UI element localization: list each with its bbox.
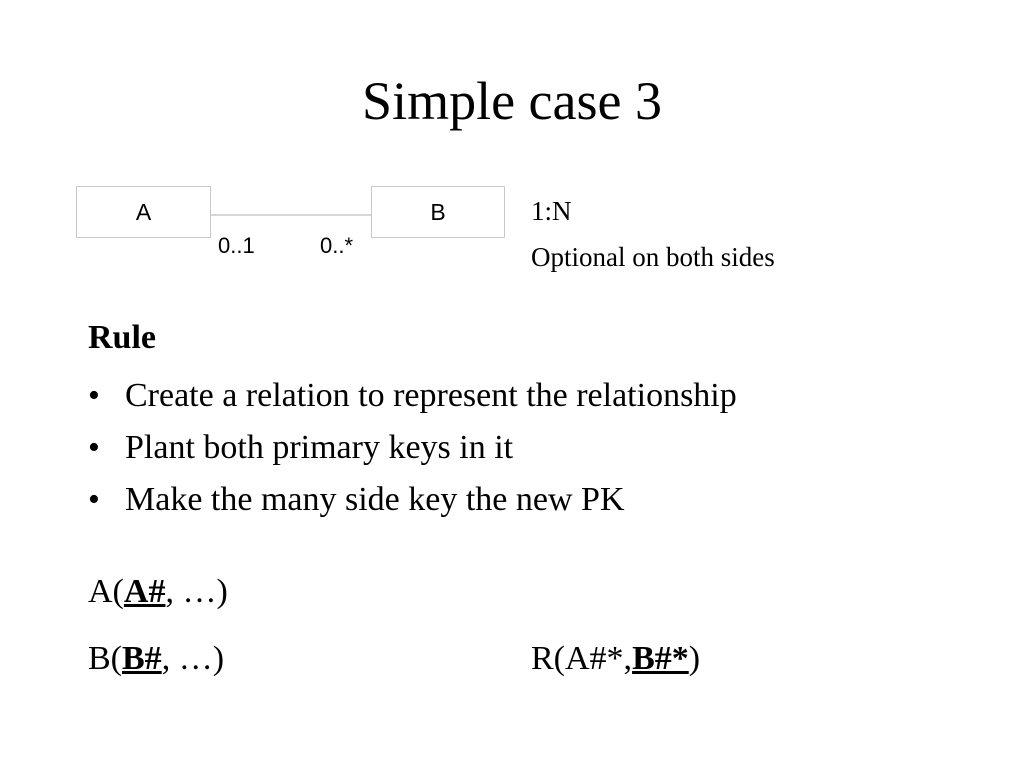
rule-heading: Rule <box>88 319 156 356</box>
entity-a-label: A <box>135 198 152 225</box>
relation-schema-a <box>88 572 228 612</box>
optionality-label: Optional on both sides <box>531 242 775 272</box>
schema-a-suffix: , …) <box>165 573 228 610</box>
rule-item-text: Make the many side key the new PK <box>125 481 625 518</box>
schema-a-primary-key: A# <box>123 573 166 610</box>
schema-b-prefix: B( <box>88 640 122 677</box>
cardinality-label: 1:N <box>531 196 572 226</box>
bullet-icon: • <box>88 429 100 466</box>
rule-item-text: Create a relation to represent the relationship <box>125 377 737 414</box>
bullet-icon: • <box>88 481 100 518</box>
entity-a-box <box>76 186 211 238</box>
schema-r-prefix: R(A#*, <box>531 640 633 677</box>
rule-item-text: Plant both primary keys in it <box>125 429 514 466</box>
relationship-diagram <box>0 0 1024 300</box>
bullet-icon: • <box>88 377 100 414</box>
schema-a-prefix: A( <box>88 573 124 610</box>
slide-title: Simple case 3 <box>362 71 662 131</box>
relation-schema-b <box>88 639 224 679</box>
multiplicity-b: 0..* <box>320 233 354 258</box>
relation-schema-r <box>531 639 700 679</box>
entity-b-label: B <box>430 198 446 225</box>
schema-b-suffix: , …) <box>161 640 225 677</box>
rule-item <box>88 370 737 422</box>
entity-b-box <box>371 186 505 238</box>
schema-r-primary-key: B#* <box>632 640 689 677</box>
schema-b-primary-key: B# <box>122 640 162 677</box>
multiplicity-a: 0..1 <box>218 233 255 258</box>
rule-item <box>88 422 737 474</box>
rule-item <box>88 474 737 526</box>
schema-r-suffix: ) <box>688 640 701 677</box>
rule-list <box>88 370 737 526</box>
